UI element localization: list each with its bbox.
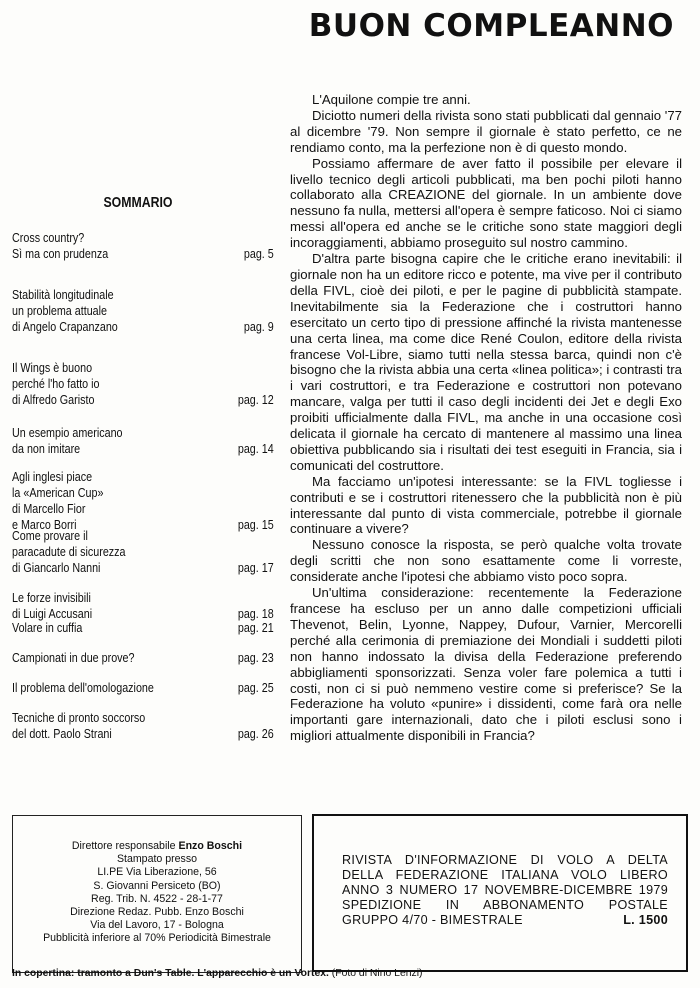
toc-item[interactable] xyxy=(12,620,274,636)
masthead-line-1: RIVISTA D'INFORMAZIONE DI VOLO A DELTA xyxy=(342,853,668,867)
toc-item-page: pag. 15 xyxy=(238,518,274,532)
imprint-printed-at: Stampato presso xyxy=(116,853,198,866)
toc-item[interactable] xyxy=(12,650,274,666)
price-label: L. 1500 xyxy=(623,913,668,927)
editorial-article xyxy=(290,92,682,744)
imprint-direction: Direzione Redaz. Pubb. Enzo Boschi xyxy=(70,906,244,919)
toc-item-title: paracadute di sicurezza xyxy=(12,545,126,559)
toc-item-page: pag. 21 xyxy=(238,621,274,635)
toc-item-title: Sì ma con prudenza xyxy=(12,247,109,261)
toc-item-title: perché l'ho fatto io xyxy=(12,377,100,391)
toc-item-title: Cross country? xyxy=(12,231,85,245)
imprint-printer: LI.PE Via Liberazione, 56 xyxy=(97,866,217,879)
cover-caption-text: In copertina: tramonto a Dun's Table. L'apparecchio è un Vortex. xyxy=(12,968,329,979)
imprint-advertising: Pubblicità inferiore al 70% Periodicità Bimestrale xyxy=(43,932,271,945)
toc-item-title: di Giancarlo Nanni xyxy=(12,561,101,575)
article-paragraph: Diciotto numeri della rivista sono stati pubblicati dal gennaio '77 al dicembre '79. Non sempre il giornale è stato perfetto, ce ne rendiamo conto, ma la perfezione non è di questo mondo. xyxy=(290,107,682,155)
toc-item[interactable] xyxy=(12,425,274,457)
photo-credit: (Foto di Nino Lenzi) xyxy=(331,968,423,979)
toc-item-title: di Angelo Crapanzano xyxy=(12,320,118,334)
masthead-line-4: SPEDIZIONE IN ABBONAMENTO POSTALE xyxy=(342,898,668,912)
article-paragraph: Nessuno conosce la risposta, se però qualche volta trovate degli scritti che non sono esattamente come li vorreste, considerate anche l'ipotesi che abbiamo visto poco sopra. xyxy=(290,537,682,585)
toc-item-title: da non imitare xyxy=(12,442,81,456)
masthead-box xyxy=(312,814,688,972)
toc-item-title: Le forze invisibili xyxy=(12,591,91,605)
toc-item-title: del dott. Paolo Strani xyxy=(12,727,112,741)
toc-item-title: Come provare il xyxy=(12,529,88,543)
imprint-box xyxy=(12,815,302,973)
toc-item[interactable] xyxy=(12,680,274,696)
article-paragraph: Ma facciamo un'ipotesi interessante: se la FIVL togliesse i contributi e se i costruttori ritenessero che la pubblicità non è più interessante dal punto di vista commerciale, potrebbe il giornale continuare a vivere? xyxy=(290,473,682,537)
toc-item-title: un problema attuale xyxy=(12,304,108,318)
toc-item-title: di Marcello Fior xyxy=(12,502,86,516)
cover-caption xyxy=(12,968,688,979)
toc-item-title: Stabilità longitudinale xyxy=(12,288,114,302)
imprint-address: Via del Lavoro, 17 - Bologna xyxy=(90,919,224,932)
toc-item-title: Agli inglesi piace xyxy=(12,470,93,484)
article-paragraph: Possiamo affermare de aver fatto il possibile per elevare il livello tecnico degli articoli pubblicati, ma ben pochi piloti hanno collaborato alla CREAZIONE del giornale. In un ambiente dove nessuno fa nulla, mettersi all'opera è sempre faticoso. Noi ci siamo messi all'opera ed anche se le critiche sono state maggiori degli incoraggiamenti, abbiamo proseguito sul nostro cammino. xyxy=(290,155,682,251)
toc-item[interactable] xyxy=(12,230,274,262)
toc-item-title: Volare in cuffia xyxy=(12,621,83,635)
toc-item[interactable] xyxy=(12,469,274,533)
toc-item-page: pag. 25 xyxy=(238,681,274,695)
imprint-printer-city: S. Giovanni Persiceto (BO) xyxy=(93,879,221,892)
toc-item-page: pag. 23 xyxy=(238,651,274,665)
toc-item[interactable] xyxy=(12,287,274,335)
masthead-line-5: GRUPPO 4/70 - BIMESTRALE xyxy=(342,913,523,927)
toc-item-title: di Alfredo Garisto xyxy=(12,393,95,407)
toc-item-title: Campionati in due prove? xyxy=(12,651,135,665)
toc-item-title: di Luigi Accusani xyxy=(12,607,93,621)
toc-item-page: pag. 14 xyxy=(238,442,274,456)
toc-item-page: pag. 12 xyxy=(238,393,274,407)
toc-heading: SOMMARIO xyxy=(103,194,173,211)
article-paragraph: Un'ultima considerazione: recentemente la Federazione francese ha escluso per un anno dalle competizioni ufficiali Thevenot, Belin, Lyonne, Nappey, Dufour, Varnier, Mercorelli perché alla cerimonia di premiazione dei Mondiali i suddetti piloti non hanno indossato la divisa della Federazione preferendo abbigliamenti sponsorizzati. Senza voler fare polemica a tutti i costi, non ci si può nemmeno vestire come si preferisce? Se la Federazione ha voluto «punire» i dissidenti, come farà ora nelle importanti gare internazionali, dato che i piloti esclusi sono i migliori attualmente disponibili in Francia? xyxy=(290,585,682,744)
toc-item-title: Il Wings è buono xyxy=(12,361,93,375)
toc-item[interactable] xyxy=(12,360,274,408)
toc-item-page: pag. 18 xyxy=(238,607,274,621)
page-title: BUON COMPLEANNO xyxy=(308,8,674,44)
toc-item-page: pag. 17 xyxy=(238,561,274,575)
toc-item-title: e Marco Borri xyxy=(12,518,77,532)
toc-item-title: la «American Cup» xyxy=(12,486,104,500)
masthead-line-2: DELLA FEDERAZIONE ITALIANA VOLO LIBERO xyxy=(342,868,668,882)
imprint-registration: Reg. Trib. N. 4522 - 28-1-77 xyxy=(91,892,223,905)
toc-item-page: pag. 5 xyxy=(244,247,274,261)
article-paragraph: L'Aquilone compie tre anni. xyxy=(312,92,471,107)
imprint-director: Direttore responsabile Enzo Boschi xyxy=(71,840,243,852)
toc-item[interactable] xyxy=(12,528,274,576)
toc-item[interactable] xyxy=(12,710,274,742)
toc-item-title: Tecniche di pronto soccorso xyxy=(12,711,146,725)
toc-item-page: pag. 26 xyxy=(238,727,274,741)
masthead-line-3: ANNO 3 NUMERO 17 NOVEMBRE-DICEMBRE 1979 xyxy=(342,883,668,897)
article-paragraph: D'altra parte bisogna capire che le critiche erano inevitabili: il giornale non ha un editore ricco e potente, ma vive per il contributo della FIVL, cioè dei piloti, e per le pagine di pubblicità stampate. Inevitabilmente sia la Federazione che i costruttori hanno esercitato un certo tipo di pressione affinché la rivista mantenesse una certa linea, ma come dice René Coulon, editore della rivista francese Vol-Libre, siamo tutti nella stessa barca, quindi non c'è bisogno che la rivista abbia una certa «linea politica»; i contrasti tra i vari costruttori, e tra Federazione e costruttori non potevano mancare, valga per tutti il caso degli incidenti dei Jet e degli Exo proibiti ufficialmente dalla FIVL, ma anche in una occasione così delicata il giornale ha cercato di mantenere al massimo una linea obiettiva pubblicando sia i risultati dei test eseguiti in Francia, sia i comunicati del costruttore. xyxy=(290,251,682,473)
toc-item[interactable] xyxy=(12,590,274,622)
toc-item-title: Il problema dell'omologazione xyxy=(12,681,154,695)
toc-item-page: pag. 9 xyxy=(244,320,274,334)
toc-item-title: Un esempio americano xyxy=(12,426,123,440)
